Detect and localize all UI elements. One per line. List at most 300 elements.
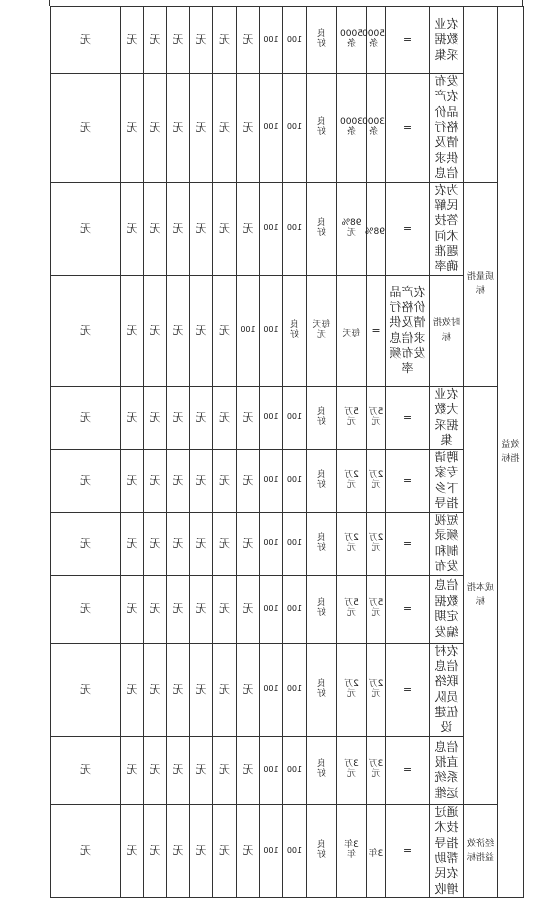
score: 100 bbox=[263, 412, 279, 422]
cell bbox=[386, 643, 430, 736]
cell bbox=[367, 643, 386, 736]
mark: 无 bbox=[126, 763, 138, 777]
cell bbox=[237, 512, 260, 575]
full-score: 100 bbox=[286, 122, 303, 132]
cell bbox=[283, 643, 307, 736]
full-score: 100 bbox=[263, 325, 279, 335]
mark: 无 bbox=[172, 120, 184, 134]
cell bbox=[167, 449, 190, 512]
operator: = bbox=[402, 682, 413, 696]
mark: 无 bbox=[172, 602, 184, 616]
mark: 无 bbox=[242, 763, 254, 777]
cell bbox=[386, 386, 430, 449]
cell bbox=[283, 74, 307, 183]
mark: 无 bbox=[149, 843, 161, 857]
cell bbox=[367, 449, 386, 512]
indicator-name: 通过技术指导帮助农民增收 bbox=[434, 804, 459, 896]
cell bbox=[367, 736, 386, 804]
cell bbox=[430, 182, 464, 275]
cell bbox=[190, 512, 213, 575]
mark: 无 bbox=[242, 473, 254, 487]
mark: 无 bbox=[80, 32, 91, 46]
mark: 无 bbox=[219, 120, 230, 134]
target-value: 3000 bbox=[362, 116, 385, 127]
actual-unit: 元 bbox=[347, 542, 357, 553]
actual-value: 3万 bbox=[344, 759, 359, 770]
table-row bbox=[51, 512, 524, 575]
cell bbox=[144, 449, 167, 512]
actual-unit: 条 bbox=[347, 38, 357, 49]
grade-1: 良 bbox=[317, 678, 327, 689]
cell bbox=[283, 512, 307, 575]
cell bbox=[51, 7, 121, 74]
cell bbox=[337, 804, 367, 897]
full-score: 100 bbox=[286, 684, 303, 694]
cell bbox=[367, 386, 386, 449]
cell bbox=[144, 275, 167, 386]
cell bbox=[386, 7, 430, 74]
mark: 无 bbox=[219, 410, 230, 424]
cell bbox=[51, 386, 121, 449]
target-value: 2万 bbox=[368, 469, 384, 480]
cell bbox=[190, 643, 213, 736]
actual-unit: 年 bbox=[347, 849, 357, 860]
cell bbox=[121, 182, 144, 275]
level2-indicator: 质量指标 bbox=[467, 271, 495, 297]
cell bbox=[144, 512, 167, 575]
cell bbox=[237, 736, 260, 804]
cell bbox=[430, 449, 464, 512]
cell bbox=[260, 275, 283, 386]
cell bbox=[167, 7, 190, 74]
mark: 无 bbox=[80, 323, 91, 337]
cell bbox=[337, 575, 367, 643]
cell bbox=[260, 74, 283, 183]
cell bbox=[386, 575, 430, 643]
grade-2: 好 bbox=[317, 608, 327, 619]
cell bbox=[237, 275, 260, 386]
indicator-name: 农产品价格行情及供求信息发布频率 bbox=[389, 284, 426, 376]
operator: = bbox=[402, 763, 413, 777]
cell bbox=[362, 7, 386, 74]
mark: 无 bbox=[195, 410, 207, 424]
mark: 无 bbox=[126, 410, 138, 424]
indicator-name: 短视频录制和发布 bbox=[434, 512, 459, 574]
mark: 无 bbox=[80, 763, 91, 777]
operator: = bbox=[402, 843, 413, 857]
cell bbox=[367, 275, 386, 386]
grade-2: 好 bbox=[317, 542, 327, 553]
mark: 无 bbox=[242, 682, 254, 696]
cell bbox=[167, 275, 190, 386]
operator: = bbox=[402, 410, 413, 424]
full-score: 100 bbox=[286, 223, 303, 233]
cell bbox=[237, 182, 260, 275]
cell bbox=[362, 74, 386, 183]
actual-unit: 元 bbox=[347, 416, 357, 427]
target-unit: 元 bbox=[371, 608, 381, 619]
cell bbox=[307, 182, 337, 275]
cell bbox=[307, 512, 337, 575]
mark: 无 bbox=[126, 602, 138, 616]
mark: 无 bbox=[126, 32, 138, 46]
cell bbox=[213, 7, 237, 74]
cell bbox=[237, 7, 260, 74]
cell bbox=[307, 736, 337, 804]
cell bbox=[260, 386, 283, 449]
level1-cell bbox=[498, 7, 524, 898]
cell bbox=[121, 74, 144, 183]
mark: 无 bbox=[149, 410, 161, 424]
cell bbox=[213, 386, 237, 449]
target-value: 每天 bbox=[342, 329, 361, 340]
grade-2: 好 bbox=[317, 227, 327, 238]
cell bbox=[144, 575, 167, 643]
cell bbox=[386, 74, 430, 183]
level2-indicator: 时效指标 bbox=[433, 318, 461, 343]
cell bbox=[430, 7, 464, 74]
full-score: 100 bbox=[286, 412, 303, 422]
actual-unit: 条 bbox=[347, 126, 357, 137]
target-unit: 元 bbox=[371, 542, 381, 553]
cell bbox=[51, 449, 121, 512]
cell bbox=[283, 7, 307, 74]
cell bbox=[260, 449, 283, 512]
table-row bbox=[51, 74, 524, 183]
mark: 无 bbox=[80, 221, 91, 235]
indicator-name: 农业数据采集 bbox=[434, 16, 459, 62]
score: 100 bbox=[263, 34, 279, 44]
grade-2: 好 bbox=[317, 688, 327, 699]
mark: 无 bbox=[195, 32, 207, 46]
cell bbox=[283, 182, 307, 275]
cell bbox=[167, 74, 190, 183]
cell bbox=[260, 575, 283, 643]
cell bbox=[167, 512, 190, 575]
mark: 无 bbox=[195, 323, 207, 337]
operator: = bbox=[402, 120, 413, 134]
grade-1: 良 bbox=[317, 469, 327, 480]
grade-2: 好 bbox=[317, 769, 327, 780]
cell bbox=[121, 804, 144, 897]
cell bbox=[237, 643, 260, 736]
cell bbox=[386, 182, 430, 275]
cell bbox=[430, 643, 464, 736]
cell bbox=[144, 74, 167, 183]
table-row bbox=[51, 804, 524, 897]
cell bbox=[213, 512, 237, 575]
actual-unit: 元 bbox=[347, 608, 357, 619]
cell bbox=[237, 386, 260, 449]
full-score: 100 bbox=[286, 603, 303, 613]
cell bbox=[51, 643, 121, 736]
score: 100 bbox=[263, 122, 279, 132]
cell bbox=[283, 804, 307, 897]
mark: 无 bbox=[149, 602, 161, 616]
grade-1: 良 bbox=[290, 319, 300, 330]
cell bbox=[337, 386, 367, 449]
cell bbox=[430, 736, 464, 804]
actual-value: 2万 bbox=[344, 469, 359, 480]
table-row bbox=[51, 449, 524, 512]
cell bbox=[213, 575, 237, 643]
mark: 无 bbox=[126, 536, 138, 550]
actual-value: 5万 bbox=[344, 406, 359, 417]
full-score: 100 bbox=[286, 34, 303, 44]
cell bbox=[190, 386, 213, 449]
cell bbox=[283, 449, 307, 512]
cell bbox=[237, 804, 260, 897]
cell bbox=[121, 512, 144, 575]
cell bbox=[51, 74, 121, 183]
score: 100 bbox=[263, 475, 279, 485]
mark: 无 bbox=[149, 473, 161, 487]
cell bbox=[237, 575, 260, 643]
mark: 无 bbox=[172, 221, 184, 235]
full-score: 100 bbox=[286, 845, 303, 855]
cell bbox=[386, 804, 430, 897]
cell bbox=[337, 74, 367, 183]
grade-1: 良 bbox=[317, 217, 327, 228]
operator: = bbox=[402, 602, 413, 616]
mark: 无 bbox=[219, 473, 230, 487]
mark: 无 bbox=[80, 602, 91, 616]
mark: 无 bbox=[195, 120, 207, 134]
score: 100 bbox=[263, 538, 279, 548]
cell bbox=[190, 74, 213, 183]
level2-cell bbox=[464, 804, 498, 897]
mark: 无 bbox=[195, 536, 207, 550]
mark: 无 bbox=[126, 843, 138, 857]
cell bbox=[144, 736, 167, 804]
cell bbox=[337, 449, 367, 512]
operator: = bbox=[402, 473, 413, 487]
cell bbox=[307, 7, 337, 74]
actual-value: 2万 bbox=[344, 532, 359, 543]
cell bbox=[430, 512, 464, 575]
mark: 无 bbox=[219, 682, 230, 696]
cell bbox=[337, 275, 367, 386]
target-unit: 元 bbox=[371, 479, 381, 490]
cell bbox=[430, 575, 464, 643]
mark: 无 bbox=[219, 536, 230, 550]
cell bbox=[51, 512, 121, 575]
cell bbox=[51, 182, 121, 275]
cell bbox=[307, 275, 337, 386]
cell bbox=[364, 182, 386, 275]
target-value: 5万 bbox=[368, 598, 384, 609]
cell bbox=[307, 386, 337, 449]
cell bbox=[337, 643, 367, 736]
target-value: 98% bbox=[364, 227, 385, 238]
grade-1: 良 bbox=[317, 29, 327, 40]
cell bbox=[260, 7, 283, 74]
mark: 无 bbox=[149, 32, 161, 46]
cell bbox=[337, 736, 367, 804]
cell bbox=[283, 736, 307, 804]
cell bbox=[121, 275, 144, 386]
cell bbox=[190, 275, 213, 386]
table-row bbox=[51, 275, 524, 386]
mark: 无 bbox=[172, 473, 184, 487]
mark: 无 bbox=[149, 536, 161, 550]
target-unit: 元 bbox=[371, 769, 381, 780]
mark: 无 bbox=[219, 763, 230, 777]
cell bbox=[213, 804, 237, 897]
grade-1: 良 bbox=[317, 406, 327, 417]
mark: 无 bbox=[149, 120, 161, 134]
score: 100 bbox=[240, 325, 256, 335]
target-value: 3年 bbox=[368, 849, 384, 860]
mark: 无 bbox=[219, 843, 230, 857]
target-value: 2万 bbox=[368, 532, 384, 543]
operator: = bbox=[402, 221, 413, 235]
actual-value: 5万 bbox=[344, 598, 359, 609]
mark: 无 bbox=[172, 536, 184, 550]
cell bbox=[213, 736, 237, 804]
indicator-name: 信息直报系统运维 bbox=[434, 739, 459, 800]
cell bbox=[51, 575, 121, 643]
mark: 无 bbox=[195, 473, 207, 487]
cell bbox=[144, 804, 167, 897]
table-row bbox=[51, 7, 524, 74]
operator: = bbox=[402, 536, 413, 550]
cell bbox=[167, 804, 190, 897]
mark: 无 bbox=[149, 323, 161, 337]
cell bbox=[367, 512, 386, 575]
mark: 无 bbox=[149, 221, 161, 235]
cell bbox=[283, 575, 307, 643]
cell bbox=[190, 7, 213, 74]
cell bbox=[367, 575, 386, 643]
table-row bbox=[51, 182, 524, 275]
actual-unit: 元 bbox=[347, 769, 357, 780]
cell bbox=[213, 74, 237, 183]
cell bbox=[307, 643, 337, 736]
grade-2: 好 bbox=[317, 126, 327, 137]
cell bbox=[121, 449, 144, 512]
mark: 无 bbox=[242, 32, 254, 46]
score: 100 bbox=[263, 603, 279, 613]
cell bbox=[167, 575, 190, 643]
table-body bbox=[51, 7, 524, 898]
cell bbox=[260, 736, 283, 804]
actual-value: 每天 bbox=[312, 319, 331, 330]
cell bbox=[307, 575, 337, 643]
cell bbox=[190, 449, 213, 512]
grade-1: 良 bbox=[317, 839, 327, 850]
score: 100 bbox=[263, 684, 279, 694]
cell bbox=[337, 182, 367, 275]
operator: = bbox=[402, 32, 413, 46]
mark: 无 bbox=[126, 682, 138, 696]
actual-unit: 元 bbox=[347, 479, 357, 490]
mark: 无 bbox=[149, 763, 161, 777]
cell bbox=[213, 182, 237, 275]
cell bbox=[337, 512, 367, 575]
mark: 无 bbox=[126, 323, 138, 337]
cell bbox=[167, 736, 190, 804]
cell bbox=[260, 643, 283, 736]
mark: 无 bbox=[219, 32, 230, 46]
cell bbox=[307, 449, 337, 512]
cell bbox=[121, 736, 144, 804]
mark: 无 bbox=[242, 843, 254, 857]
grade-2: 好 bbox=[317, 416, 327, 427]
cell bbox=[167, 386, 190, 449]
mark: 无 bbox=[80, 473, 91, 487]
cell bbox=[190, 575, 213, 643]
mark: 无 bbox=[219, 602, 230, 616]
cell bbox=[144, 643, 167, 736]
mark: 无 bbox=[172, 410, 184, 424]
actual-value: 5000 bbox=[340, 29, 363, 40]
cell bbox=[121, 575, 144, 643]
actual-unit: 元 bbox=[347, 688, 357, 699]
cell bbox=[430, 74, 464, 183]
cell bbox=[237, 449, 260, 512]
cell bbox=[213, 449, 237, 512]
grade-1: 良 bbox=[317, 116, 327, 127]
target-value: 2万 bbox=[368, 678, 384, 689]
level2-indicator: 经济效益指标 bbox=[467, 838, 495, 863]
mark: 无 bbox=[126, 473, 138, 487]
full-score: 100 bbox=[286, 538, 303, 548]
full-score: 100 bbox=[286, 475, 303, 485]
table-row bbox=[51, 386, 524, 449]
cell bbox=[430, 804, 464, 897]
cell bbox=[167, 182, 190, 275]
cell bbox=[386, 275, 430, 386]
mark: 无 bbox=[172, 32, 184, 46]
mark: 无 bbox=[80, 536, 91, 550]
actual-value: 3年 bbox=[344, 839, 359, 850]
mark: 无 bbox=[172, 763, 184, 777]
cell bbox=[430, 386, 464, 449]
cell bbox=[260, 182, 283, 275]
cell bbox=[386, 512, 430, 575]
mark: 无 bbox=[80, 843, 91, 857]
grade-2: 好 bbox=[317, 38, 327, 49]
cell bbox=[51, 804, 121, 897]
cell bbox=[144, 182, 167, 275]
mark: 无 bbox=[242, 536, 254, 550]
cell bbox=[144, 7, 167, 74]
mark: 无 bbox=[80, 682, 91, 696]
level2-cell bbox=[464, 182, 498, 386]
mark: 无 bbox=[195, 682, 207, 696]
grade-2: 好 bbox=[317, 479, 327, 490]
mark: 无 bbox=[80, 120, 91, 134]
mark: 无 bbox=[242, 120, 254, 134]
cell bbox=[190, 736, 213, 804]
cell bbox=[213, 275, 237, 386]
mark: 无 bbox=[126, 120, 138, 134]
indicator-name: 为农民解答技术问题准确率 bbox=[434, 182, 459, 274]
mark: 无 bbox=[219, 221, 230, 235]
indicator-name: 农村信息联络员队伍建设 bbox=[434, 643, 459, 735]
mark: 无 bbox=[195, 763, 207, 777]
target-unit: 元 bbox=[371, 416, 381, 427]
grade-1: 良 bbox=[317, 598, 327, 609]
indicator-name: 信息数据定期编发 bbox=[434, 578, 459, 639]
cell bbox=[307, 804, 337, 897]
actual-value: 98% bbox=[341, 217, 362, 228]
cell bbox=[367, 804, 386, 897]
cell bbox=[167, 643, 190, 736]
target-unit: 条 bbox=[369, 38, 379, 49]
cell bbox=[144, 386, 167, 449]
